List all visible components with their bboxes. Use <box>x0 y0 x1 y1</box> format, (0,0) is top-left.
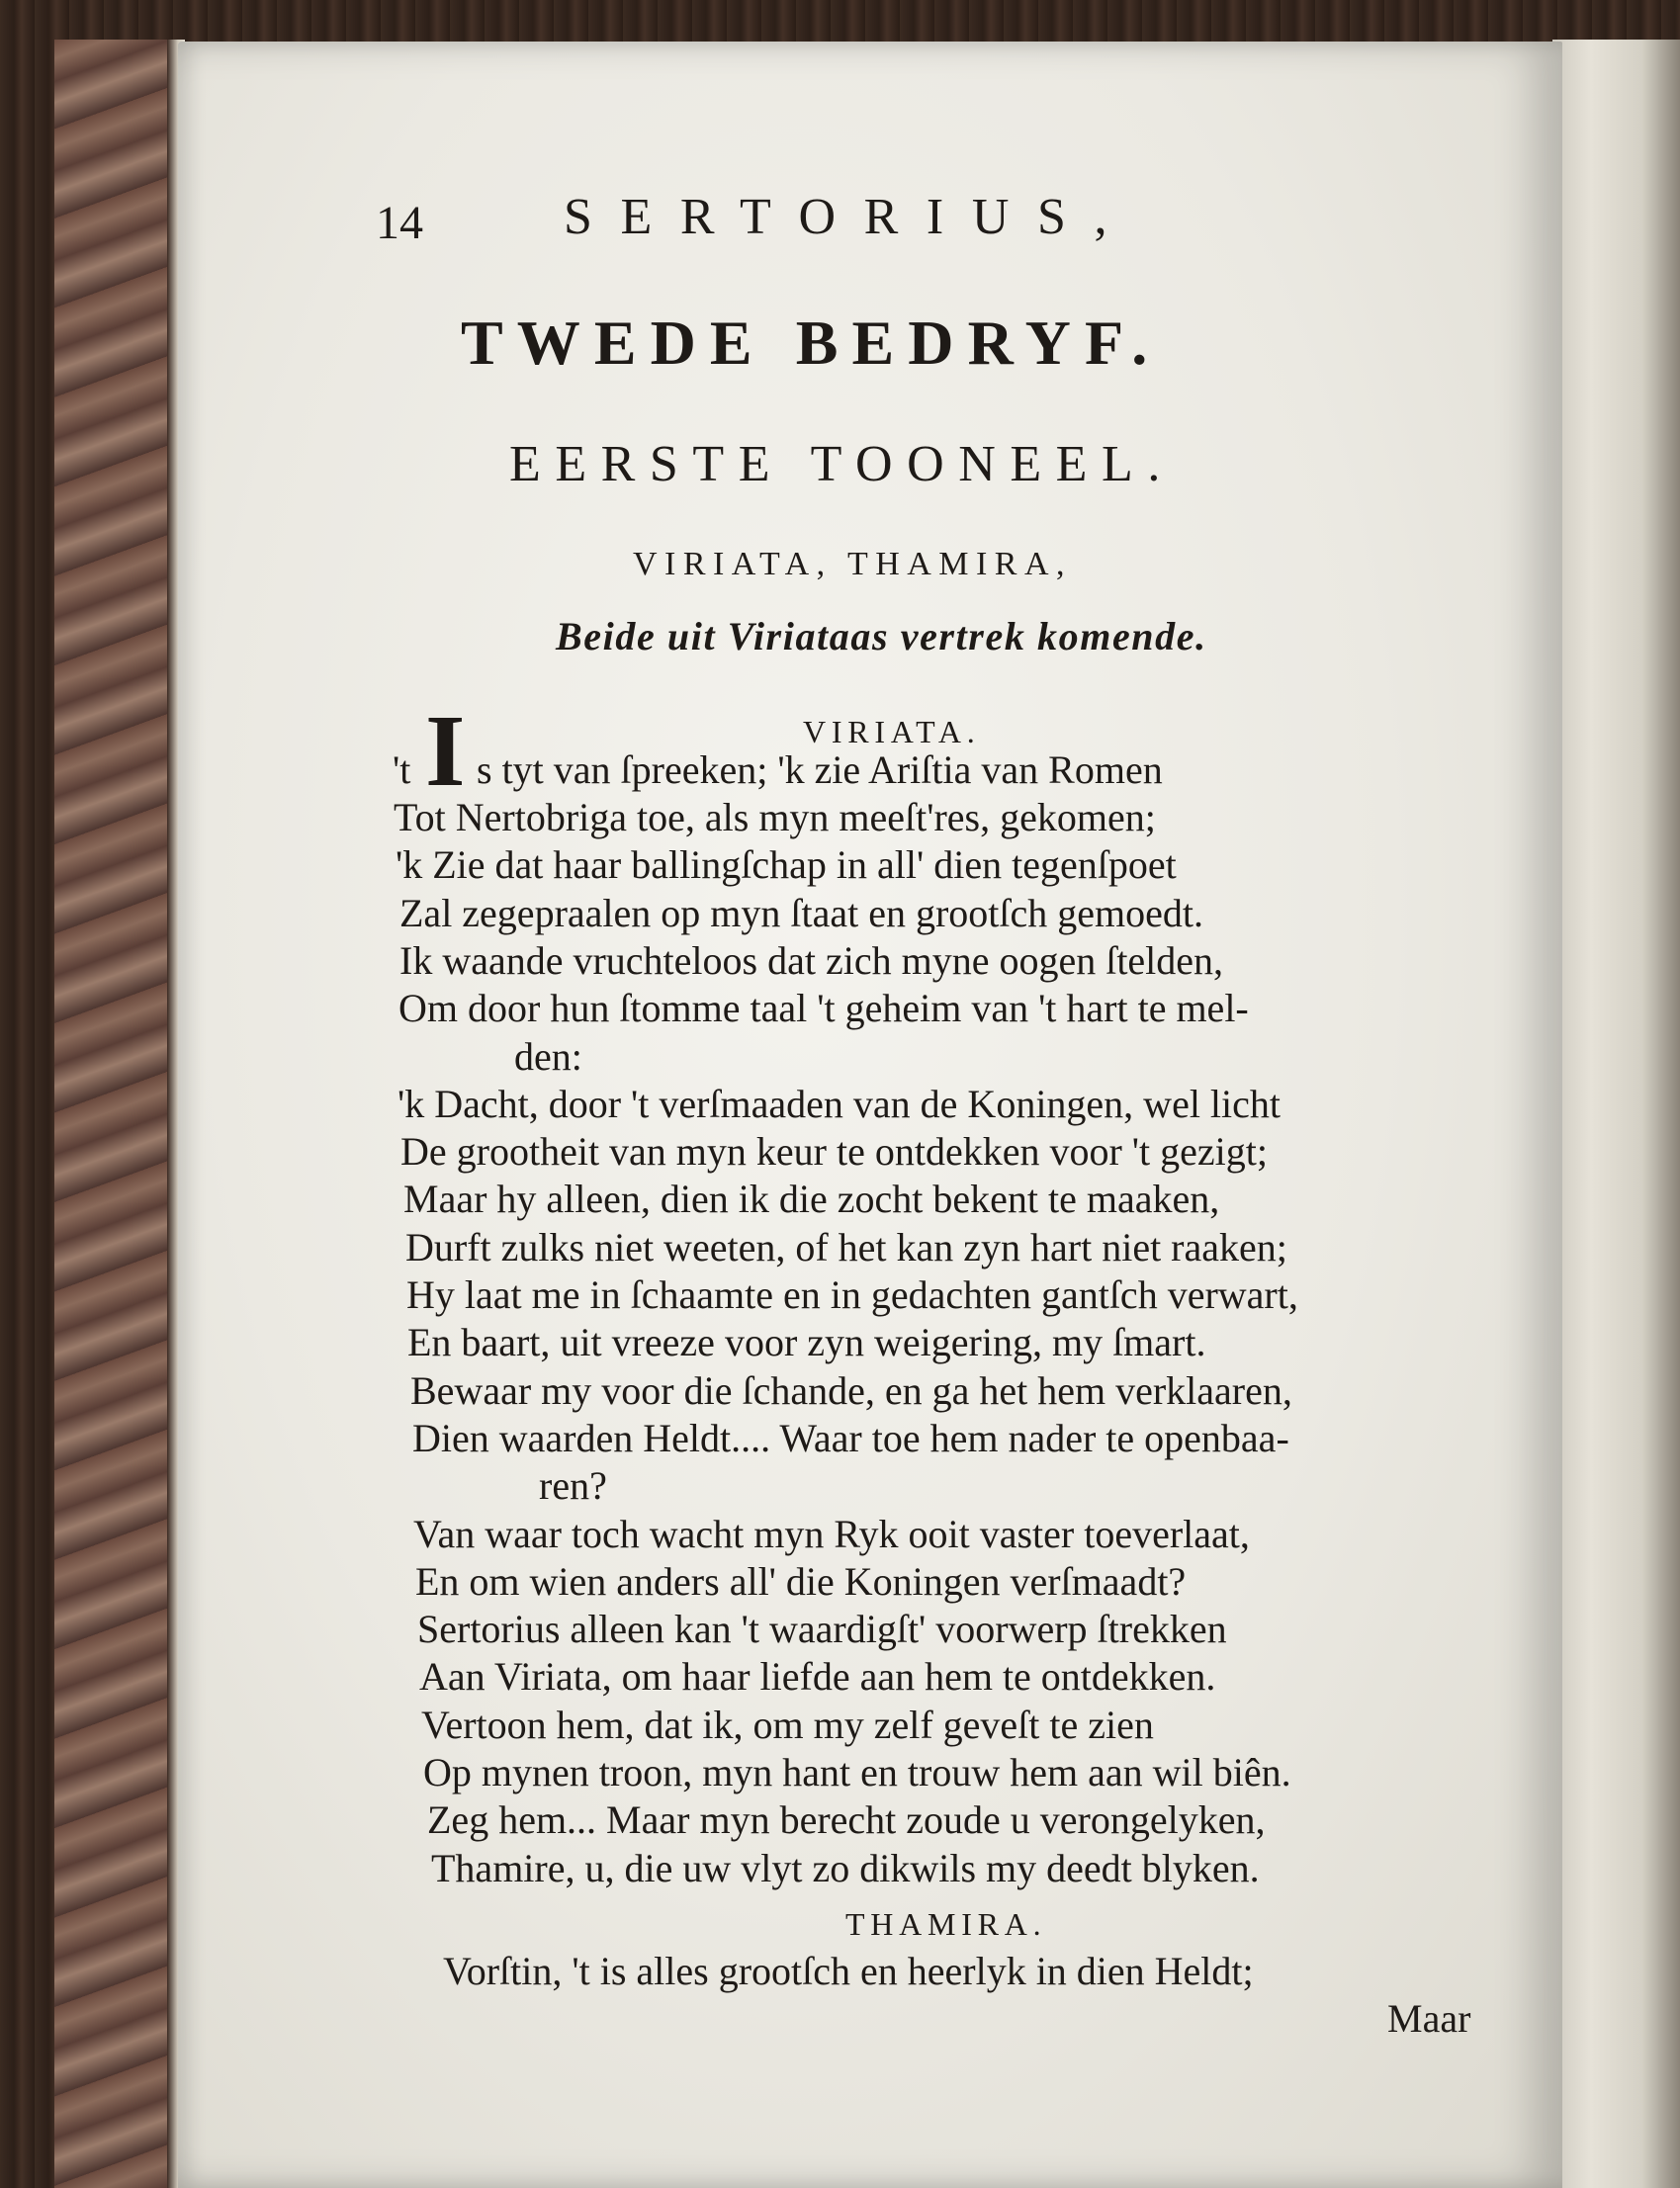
verse-line: Vertoon hem, dat ik, om my zelf geveſt te zien <box>421 1702 1154 1747</box>
verse-line: Zal zegepraalen op myn ſtaat en grootſch gemoedt. <box>399 890 1204 935</box>
verse-line: 'k Zie dat haar ballingſchap in all' dien tegenſpoet <box>396 842 1177 888</box>
verse-line: 'k Dacht, door 't verſmaaden van de Koningen, wel licht <box>398 1081 1282 1126</box>
verse-line: En baart, uit vreeze voor zyn weigering, my ſmart. <box>407 1320 1206 1365</box>
stage-direction: Beide uit Viriataas vertrek komende. <box>556 614 1207 658</box>
speaker-name: THAMIRA. <box>845 1906 1047 1942</box>
verse-line: s tyt van ſpreeken; 'k zie Ariſtia van Romen <box>477 747 1163 792</box>
verse-line: Thamire, u, die uw vlyt zo dikwils my deedt blyken. <box>431 1845 1260 1890</box>
verse-line: Tot Nertobriga toe, als myn meeſt'res, gekomen; <box>394 795 1156 839</box>
verse-line: Vorſtin, 't is alles grootſch en heerlyk in dien Heldt; <box>443 1949 1254 1993</box>
character-list: VIRIATA, THAMIRA, <box>633 546 1072 582</box>
verse-line: Ik waande vruchteloos dat zich myne oogen ſtelden, <box>399 937 1224 983</box>
running-head: SERTORIUS, <box>564 189 1136 245</box>
drop-cap: I <box>425 694 466 808</box>
speaker-name: VIRIATA. <box>803 714 981 749</box>
scene-title: EERSTE TOONEEL. <box>509 436 1175 492</box>
facing-page-edge <box>1552 40 1680 2188</box>
verse-line: Maar hy alleen, dien ik die zocht bekent te maaken, <box>403 1177 1220 1222</box>
act-title: TWEDE BEDRYF. <box>461 307 1162 378</box>
verse-line: Durft zulks niet weeten, of het kan zyn hart niet raaken; <box>405 1224 1287 1269</box>
verse-line: den: <box>514 1033 582 1079</box>
verse-line: Dien waarden Heldt.... Waar toe hem nader te openbaa- <box>412 1415 1289 1460</box>
verse-line: ren? <box>539 1463 607 1509</box>
page-number: 14 <box>376 197 423 249</box>
verse-line: Zeg hem... Maar myn berecht zoude u verongelyken, <box>427 1797 1266 1843</box>
verse-line-prefix: 't <box>393 747 411 792</box>
verse-line: Om door hun ſtomme taal 't geheim van 't hart te mel- <box>398 986 1249 1031</box>
catchword: Maar <box>1387 1996 1471 2041</box>
verse-line: Op mynen troon, myn hant en trouw hem aan wil biên. <box>423 1750 1291 1794</box>
verse-line: Aan Viriata, om haar liefde aan hem te ontdekken. <box>419 1654 1216 1700</box>
verse-line: Sertorius alleen kan 't waardigſt' voorwerp ſtrekken <box>417 1607 1227 1652</box>
verse-line: Van waar toch wacht myn Ryk ooit vaster toeverlaat, <box>413 1511 1250 1556</box>
verse-line: En om wien anders all' die Koningen verſmaadt? <box>415 1558 1187 1604</box>
verse-line: De grootheit van myn keur te ontdekken voor 't gezigt; <box>400 1129 1268 1175</box>
verse-line: Bewaar my voor die ſchande, en ga het hem verklaaren, <box>410 1367 1292 1413</box>
marbled-book-cover <box>54 40 187 2188</box>
verse-line: Hy laat me in ſchaamte en in gedachten gantſch verwart, <box>406 1272 1298 1317</box>
